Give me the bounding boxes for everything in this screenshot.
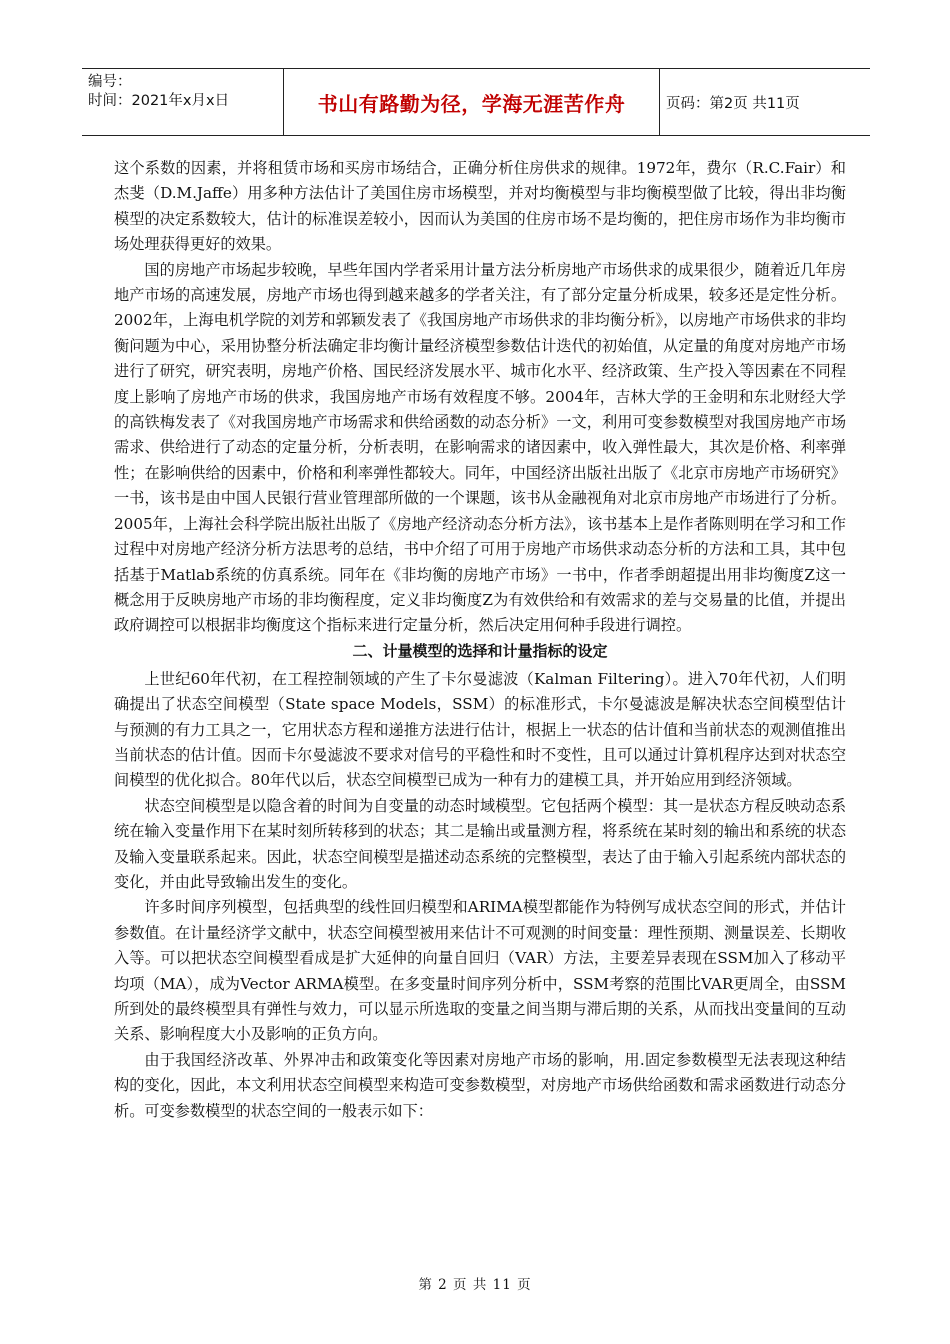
page-footer: 第 2 页 共 11 页 <box>418 1277 532 1293</box>
section-paragraph-2: 状态空间模型是以隐含着的时间为自变量的动态时域模型。它包括两个模型：其一是状态方程反映动态系统在输入变量作用下在某时刻所转移到的状态；其二是输出或量测方程，将系统在某时刻的输出和系统的状态及输入变量联系起来。因此，状态空间模型是描述动态系统的完整模型，表达了由于输入引起系统内部状态的变化，并由此导致输出发生的变化。 <box>114 796 846 891</box>
paragraph-2: 国的房地产市场起步较晚，早些年国内学者采用计量方法分析房地产市场供求的成果很少，随着近几年房地产市场的高速发展，房地产市场也得到越来越多的学者关注，有了部分定量分析成果，较多还是定性分析。2002年，上海电机学院的刘芳和郭颖发表了《我国房地产市场供求的非均衡分析》，以房地产市场供求的非均衡问题为中心，采用协整分析法确定非均衡计量经济模型参数估计迭代的初始值，从定量的角度对房地产市场进行了研究，研究表明，房地产价格、国民经济发展水平、城市化水平、经济政策、生产投入等因素在不同程度上影响了房地产市场的供求，我国房地产市场有效程度不够。2004年，吉林大学的王金明和东北财经大学的高铁梅发表了《对我国房地产市场需求和供给函数的动态分析》一文，利用可变参数模型对我国房地产市场需求、供给进行了动态的定量分析，分析表明，在影响需求的诸因素中，收入弹性最大，其次是价格、利率弹性；在影响供给的因素中，价格和利率弹性都较大。同年，中国经济出版社出版了《北京市房地产市场研究》一书，该书是由中国人民银行营业管理部所做的一个课题，该书从金融视角对北京市房地产市场进行了分析。2005年，上海社会科学院出版社出版了《房地产经济动态分析方法》，该书基本上是作者陈则明在学习和工作过程中对房地产经济分析方法思考的总结，书中介绍了可用于房地产市场供求动态分析的方法和工具，其中包括基于Matlab系统的仿真系统。同年在《非均衡的房地产市场》一书中，作者季朗超提出用非均衡度Z这一概念用于反映房地产市场的非均衡程度，定义非均衡度Z为有效供给和有效需求的差与交易量的比值，并提出政府调控可以根据非均衡度这个指标来进行定量分析，然后决定用何种手段进行调控。 <box>114 260 846 635</box>
page-header <box>82 68 870 136</box>
time-label: 时间：2021年x月x日 <box>88 93 230 109</box>
header-page-info: 页码：第2页 共11页 <box>666 95 800 112</box>
header-motto: 书山有路勤为径，学海无涯苦作舟 <box>284 69 660 135</box>
paragraph-1: 这个系数的因素，并将租赁市场和买房市场结合，正确分析住房供求的规律。1972年，费尔（R.C.Fair）和杰斐（D.M.Jaffe）用多种方法估计了美国住房市场模型，并对均衡模型与非均衡模型做了比较，得出非均衡模型的决定系数较大，估计的标准误差较小，因而认为美国的住房市场不是均衡的，把住房市场作为非均衡市场处理获得更好的效果。 <box>114 159 846 254</box>
header-meta <box>82 69 284 135</box>
section-paragraph-4: 由于我国经济改革、外界冲击和政策变化等因素对房地产市场的影响，用.固定参数模型无法表现这种结构的变化，因此，本文利用状态空间模型来构造可变参数模型，对房地产市场供给函数和需求函数进行动态分析。可变参数模型的状态空间的一般表示如下： <box>114 1050 846 1120</box>
section-title: 二、计量模型的选择和计量指标的设定 <box>352 641 608 660</box>
section-paragraph-1: 上世纪60年代初，在工程控制领域的产生了卡尔曼滤波（Kalman Filtering）。进入70年代初，人们明确提出了状态空间模型（State space Models，SSM）的标准形式，卡尔曼滤波是解决状态空间模型估计与预测的有力工具之一，它用状态方程和递推方法进行估计，根据上一状态的估计值和当前状态的观测值推出当前状态的估计值。因而卡尔曼滤波不要求对信号的平稳性和时不变性，且可以通过计算机程序达到对状态空间模型的优化拟合。80年代以后，状态空间模型已成为一种有力的建模工具，并开始应用到经济领域。 <box>114 669 846 790</box>
section-paragraph-3: 许多时间序列模型，包括典型的线性回归模型和ARIMA模型都能作为特例写成状态空间的形式，并估计参数值。在计量经济学文献中，状态空间模型被用来估计不可观测的时间变量：理性预期、测量误差、长期收入等。可以把状态空间模型看成是扩大延伸的向量自回归（VAR）方法，主要差异表现在SSM加入了移动平均项（MA），成为Vector ARMA模型。在多变量时间序列分析中，SSM考察的范围比VAR更周全，由SSM所到处的最终模型具有弹性与效力，可以显示所选取的变量之间当期与滞后期的关系，从而找出变量间的互动关系、影响程度大小及影响的正负方向。 <box>114 898 846 1044</box>
body-text <box>114 156 846 1124</box>
number-label: 编号： <box>88 74 132 90</box>
